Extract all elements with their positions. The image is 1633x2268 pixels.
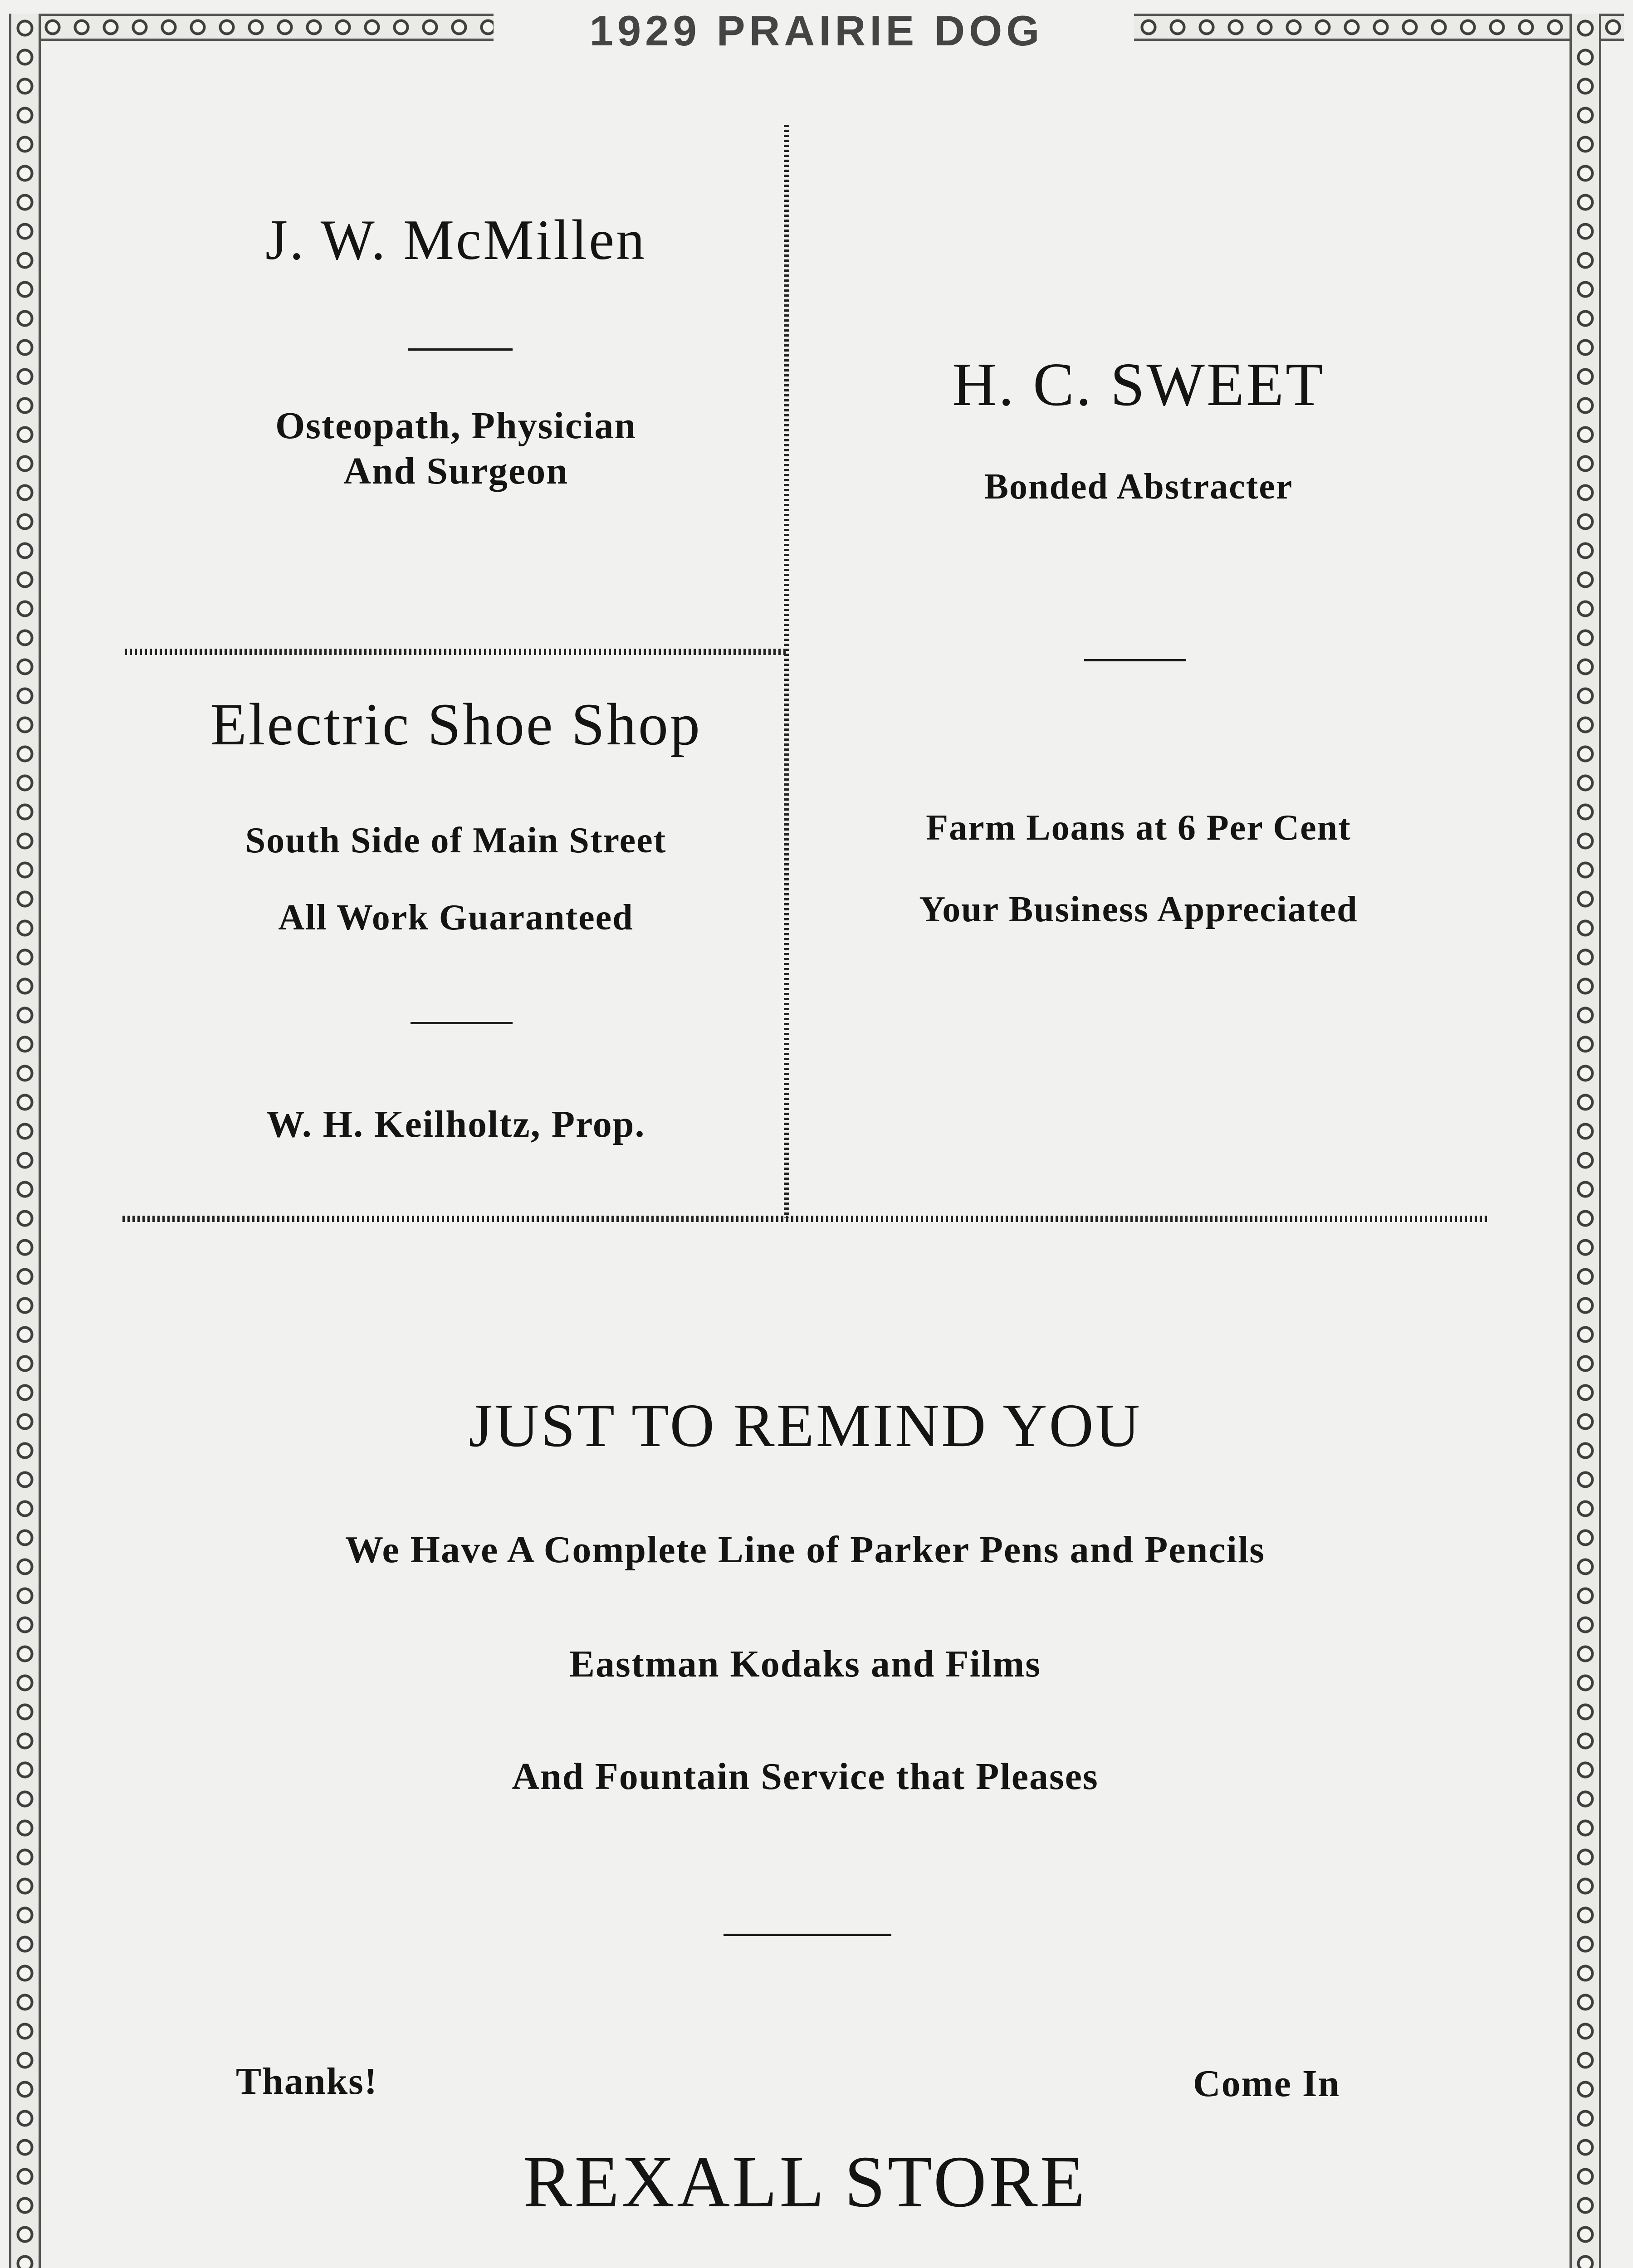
ad-mcmillen-name: J. W. McMillen: [265, 209, 647, 272]
ad-sweet-line1: Farm Loans at 6 Per Cent: [926, 808, 1351, 848]
ad-rexall-thanks: Thanks!: [236, 2060, 378, 2102]
ad-rexall-headline: JUST TO REMIND YOU: [469, 1392, 1142, 1460]
ad-shoe-shop-rule: [411, 1022, 513, 1024]
ad-shoe-shop-line1: South Side of Main Street: [245, 821, 667, 860]
ad-mcmillen-line1: Osteopath, Physician: [275, 405, 637, 447]
ad-rexall-rule: [724, 1934, 891, 1936]
ad-shoe-shop-name: Electric Shoe Shop: [210, 691, 702, 758]
border-right-ornament: [1569, 14, 1601, 2268]
border-top-left-ornament: [9, 14, 494, 41]
ad-mcmillen-rule: [408, 348, 513, 351]
vertical-divider: [784, 125, 789, 1218]
page-header-title: 1929 PRAIRIE DOG: [499, 4, 1134, 58]
ad-shoe-shop-proprietor: W. H. Keilholtz, Prop.: [266, 1103, 645, 1145]
border-top-right-ornament: [1134, 14, 1624, 41]
ad-rexall-store-name: REXALL STORE: [523, 2141, 1087, 2223]
ad-sweet-line2: Your Business Appreciated: [919, 890, 1358, 929]
border-left-ornament: [9, 14, 41, 2268]
ad-sweet-name: H. C. SWEET: [952, 351, 1325, 419]
ad-mcmillen-line2: And Surgeon: [343, 450, 568, 492]
ad-rexall-come-in: Come In: [1193, 2063, 1340, 2105]
ad-rexall-line2: Eastman Kodaks and Films: [569, 1643, 1041, 1685]
ad-sweet-rule: [1084, 659, 1186, 661]
left-column-divider: [125, 649, 787, 655]
ad-sweet-subtitle: Bonded Abstracter: [984, 467, 1293, 507]
full-width-divider: [122, 1216, 1488, 1222]
ad-rexall-line1: We Have A Complete Line of Parker Pens and Pencils: [345, 1529, 1265, 1571]
ad-shoe-shop-line2: All Work Guaranteed: [278, 898, 634, 938]
ad-rexall-line3: And Fountain Service that Pleases: [512, 1755, 1099, 1798]
